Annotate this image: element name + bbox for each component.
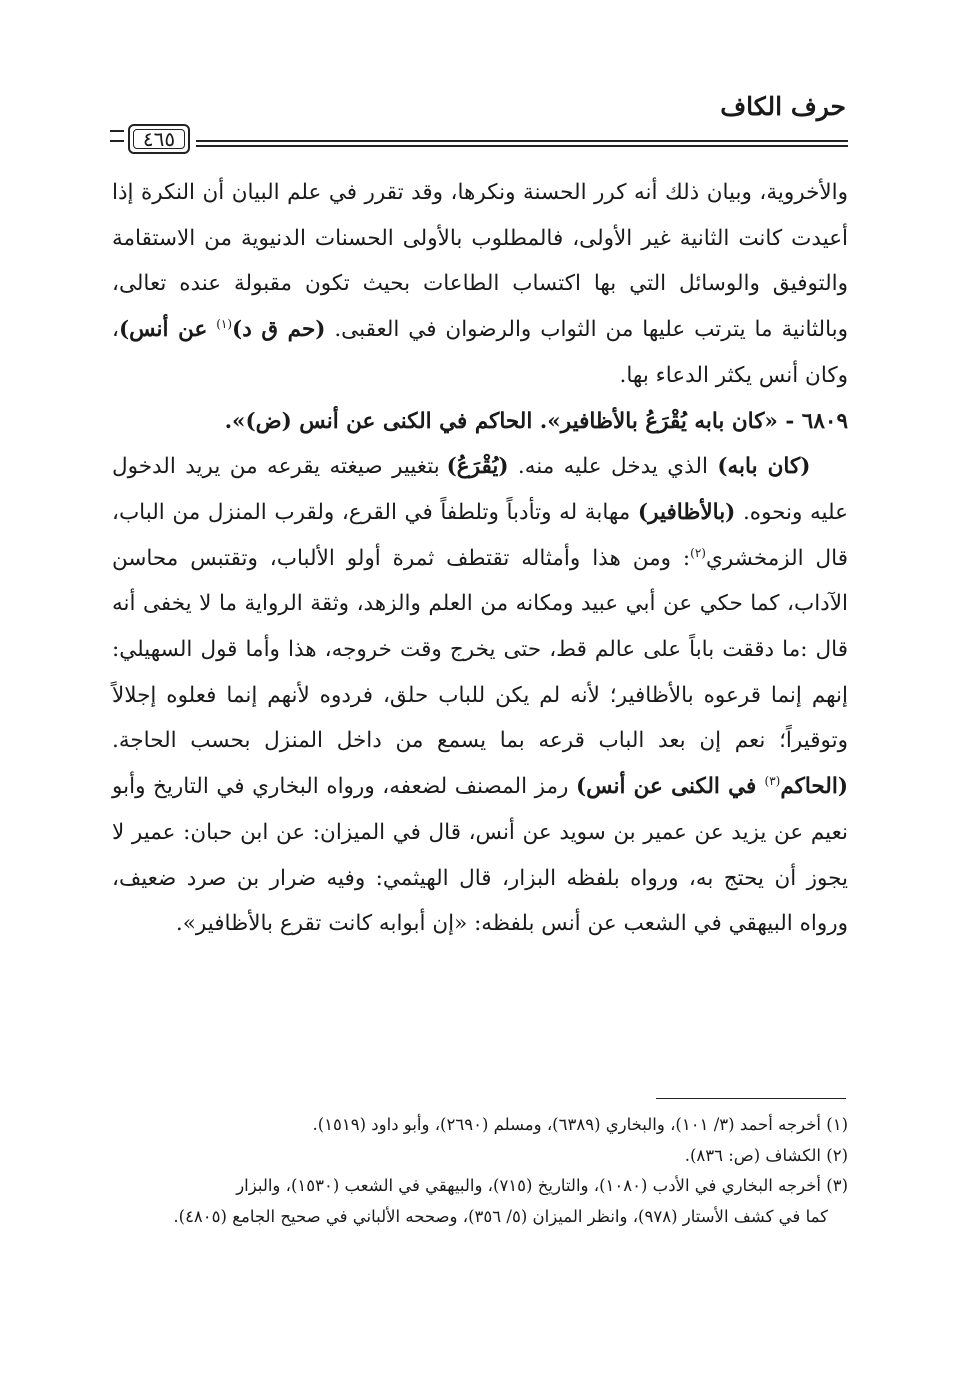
p2-text-d: بتغيير صيغته يقرعه من يريد الدخول عليه ونحوه. bbox=[112, 454, 848, 525]
hadith-number: ٦٨٠٩ - bbox=[785, 408, 848, 434]
header-double-rule bbox=[196, 140, 848, 147]
footnote-2: (٢) الكشاف (ص: ٨٣٦). bbox=[684, 1145, 848, 1165]
paragraph-2 bbox=[112, 444, 848, 947]
p2-text-b: الذي يدخل عليه منه. bbox=[508, 454, 718, 480]
hadith-entry bbox=[112, 399, 848, 445]
p2-text-f: مهابة له وتأدباً وتلطفاً في القرع، ولقرب المنزل من الباب، قال الزمخشري bbox=[112, 499, 849, 571]
footnote-ref-2: (٢) bbox=[690, 545, 706, 560]
footnote-ref-1: (١) bbox=[216, 316, 233, 331]
footnote-1: (١) أخرجه أحمد (٣/ ١٠١)، والبخاري (٦٣٨٩)، ومسلم (٢٦٩٠)، وأبو داود (١٥١٩). bbox=[312, 1115, 848, 1134]
footnote-separator bbox=[656, 1098, 846, 1099]
main-text bbox=[112, 170, 848, 947]
para1-text: والأخروية، وبيان ذلك أنه كرر الحسنة ونكرها، وقد تقرر في علم البيان أن النكرة إذا أعيدت كانت الثانية غير الأولى، فالمطلوب بالأولى الحسنات الدنيوية من الاستقامة والتوفيق والوسائل التي بها اكتساب الطاعات بحيث تكون مقبولة عنده تعالى، وبالثانية ما يترتب عليها من الثواب والرضوان في العقبى. bbox=[112, 180, 848, 343]
p2-bold-e: (بالأظافير) bbox=[637, 499, 736, 525]
footnotes bbox=[112, 1110, 848, 1232]
hadith-text: «كان بابه يُقْرَعُ بالأظافير». الحاكم في الكنى عن أنس (ض)». bbox=[224, 408, 778, 434]
footnote-ref-3: (٣) bbox=[764, 773, 781, 788]
p2-bold-c: (يُقْرَعُ) bbox=[446, 454, 509, 480]
footnote-3-continued: كما في كشف الأستار (٩٧٨)، وانظر الميزان (٥/ ٣٥٦)، وصححه الألباني في صحيح الجامع (٤٨٠٥). bbox=[173, 1206, 828, 1226]
page-number: ٤٦٥ bbox=[142, 127, 176, 151]
p2-bold-h: (الحاكم bbox=[780, 774, 848, 800]
p2-bold-a: (كان بابه) bbox=[717, 454, 811, 480]
footnote-3: (٣) أخرجه البخاري في الأدب (١٠٨٠)، والتاريخ (٧١٥)، والبيهقي في الشعب (١٥٣٠)، والبزار bbox=[236, 1176, 848, 1195]
running-header-title: حرف الكاف bbox=[720, 92, 846, 121]
p2-text-j: رمز المصنف لضعفه، ورواه البخاري في التاريخ وأبو نعيم عن يزيد عن عمير بن سويد عن أنس، قال في الميزان: عن ابن حبان: عمير لا يجوز أن يحتج به، ورواه بلفظه البزار، قال الهيثمي: وفيه ضرار بن صرد ضعيف، ورواه البيهقي في الشعب عن أنس بلفظه: «إن أبوابه كانت تقرع بالأظافير». bbox=[112, 774, 848, 937]
p2-bold-i: في الكنى عن أنس) bbox=[575, 774, 765, 800]
header-ornament bbox=[110, 130, 124, 142]
p2-text-g: : ومن هذا وأمثاله تقتطف ثمرة أولو الألباب، وتقتبس محاسن الآداب، كما حكي عن أبي عبيد ومكانه من العلم والزهد، وثقة الرواية ما لا يخفى أنه قال :ما دققت باباً على عالم قط، حتى يخرج وقت خروجه، هذا وأما قول السهيلي: إنهم إنما قرعوه بالأظافير؛ لأنه لم يكن للباب حلق، فردوه لأنهم إنما فعلوه إجلالاً وتوقيراً؛ نعم إن بعد الباب قرعه بما يسمع من داخل المنزل بحسب الحاجة. bbox=[112, 545, 848, 754]
para1-ref2: عن أنس) bbox=[118, 317, 208, 343]
para1-tail: ، وكان أنس يكثر الدعاء بها. bbox=[112, 317, 848, 388]
paragraph-1 bbox=[112, 170, 848, 399]
para1-ref: (حم ق د) bbox=[232, 317, 326, 343]
page-number-box bbox=[128, 124, 190, 154]
